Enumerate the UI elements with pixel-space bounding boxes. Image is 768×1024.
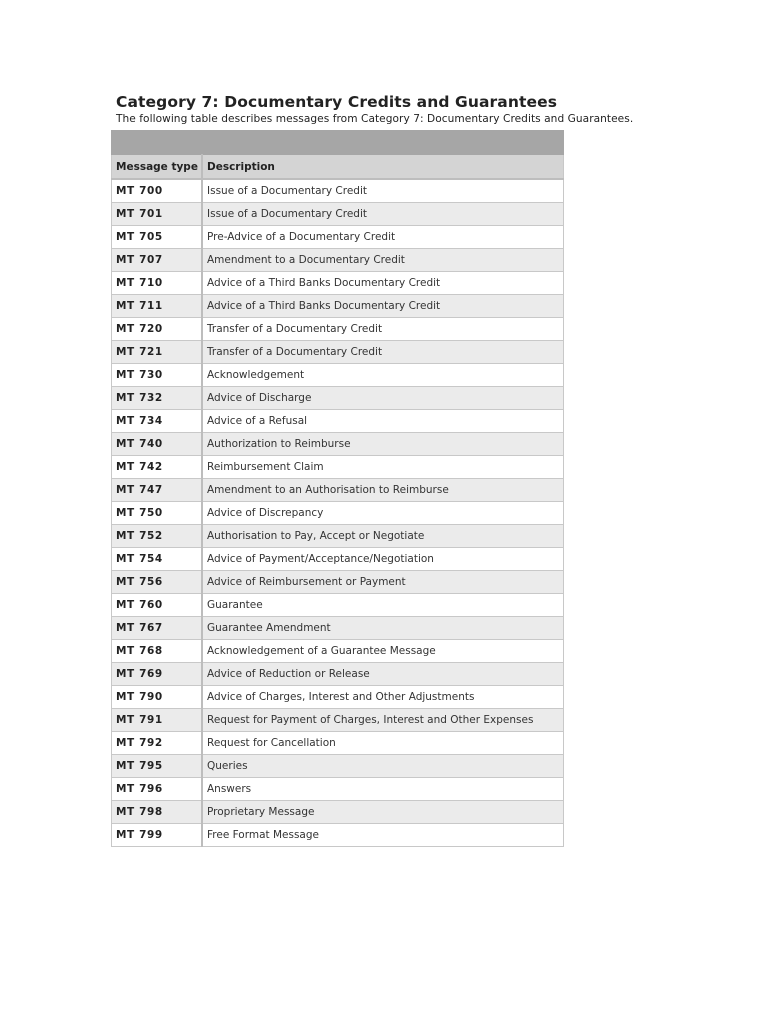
description-cell: Authorisation to Pay, Accept or Negotiate	[202, 525, 564, 548]
description-cell: Guarantee	[202, 594, 564, 617]
table-row	[112, 410, 564, 433]
message-type-cell: MT 752	[112, 525, 203, 548]
message-type-cell: MT 732	[112, 387, 203, 410]
description-cell: Advice of Reduction or Release	[202, 663, 564, 686]
table-row	[112, 502, 564, 525]
table-row	[112, 364, 564, 387]
table-row	[112, 801, 564, 824]
table-row	[112, 640, 564, 663]
table-row	[112, 272, 564, 295]
message-type-cell: MT 767	[112, 617, 203, 640]
description-cell: Advice of Discrepancy	[202, 502, 564, 525]
table-row	[112, 318, 564, 341]
intro-text: The following table describes messages from Category 7: Documentary Credits and Guarantees.	[116, 113, 634, 125]
description-cell: Request for Cancellation	[202, 732, 564, 755]
table-row	[112, 709, 564, 732]
description-cell: Amendment to a Documentary Credit	[202, 249, 564, 272]
table-row	[112, 617, 564, 640]
message-type-cell: MT 792	[112, 732, 203, 755]
table-row	[112, 525, 564, 548]
message-type-cell: MT 791	[112, 709, 203, 732]
page-title: Category 7: Documentary Credits and Guarantees	[116, 93, 558, 111]
description-cell: Transfer of a Documentary Credit	[202, 318, 564, 341]
message-table	[111, 130, 564, 847]
table-row	[112, 295, 564, 318]
description-cell: Transfer of a Documentary Credit	[202, 341, 564, 364]
table-row	[112, 571, 564, 594]
message-type-cell: MT 720	[112, 318, 203, 341]
message-type-cell: MT 705	[112, 226, 203, 249]
document-header	[116, 92, 633, 127]
table-row	[112, 594, 564, 617]
description-cell: Advice of Payment/Acceptance/Negotiation	[202, 548, 564, 571]
table-row	[112, 341, 564, 364]
message-type-cell: MT 798	[112, 801, 203, 824]
message-type-cell: MT 700	[112, 179, 203, 203]
description-cell: Acknowledgement	[202, 364, 564, 387]
table-row	[112, 755, 564, 778]
table-row	[112, 433, 564, 456]
table-row	[112, 548, 564, 571]
message-type-cell: MT 721	[112, 341, 203, 364]
description-cell: Answers	[202, 778, 564, 801]
table-row	[112, 732, 564, 755]
table-row	[112, 824, 564, 847]
message-type-cell: MT 740	[112, 433, 203, 456]
table-row	[112, 179, 564, 203]
message-type-cell: MT 790	[112, 686, 203, 709]
description-cell: Advice of a Third Banks Documentary Credit	[202, 272, 564, 295]
table-title-bar-cell	[112, 131, 564, 155]
column-header-description: Description	[202, 155, 564, 180]
description-cell: Pre-Advice of a Documentary Credit	[202, 226, 564, 249]
table-row	[112, 226, 564, 249]
message-type-cell: MT 754	[112, 548, 203, 571]
table-row	[112, 479, 564, 502]
message-type-cell: MT 742	[112, 456, 203, 479]
description-cell: Advice of Charges, Interest and Other Adjustments	[202, 686, 564, 709]
description-cell: Amendment to an Authorisation to Reimburse	[202, 479, 564, 502]
description-cell: Authorization to Reimburse	[202, 433, 564, 456]
message-type-cell: MT 795	[112, 755, 203, 778]
table-row	[112, 387, 564, 410]
description-cell: Request for Payment of Charges, Interest and Other Expenses	[202, 709, 564, 732]
message-type-cell: MT 711	[112, 295, 203, 318]
message-type-cell: MT 796	[112, 778, 203, 801]
description-cell: Guarantee Amendment	[202, 617, 564, 640]
table-row	[112, 249, 564, 272]
table-row	[112, 456, 564, 479]
table-row	[112, 778, 564, 801]
message-type-cell: MT 734	[112, 410, 203, 433]
description-cell: Proprietary Message	[202, 801, 564, 824]
table-row	[112, 203, 564, 226]
description-cell: Advice of Discharge	[202, 387, 564, 410]
description-cell: Issue of a Documentary Credit	[202, 179, 564, 203]
table-body	[112, 179, 564, 847]
message-type-cell: MT 707	[112, 249, 203, 272]
message-type-cell: MT 769	[112, 663, 203, 686]
message-type-cell: MT 756	[112, 571, 203, 594]
message-type-cell: MT 768	[112, 640, 203, 663]
table-row	[112, 686, 564, 709]
table-title-bar	[112, 131, 564, 155]
description-cell: Reimbursement Claim	[202, 456, 564, 479]
message-type-cell: MT 750	[112, 502, 203, 525]
message-type-cell: MT 701	[112, 203, 203, 226]
message-type-cell: MT 710	[112, 272, 203, 295]
description-cell: Advice of Reimbursement or Payment	[202, 571, 564, 594]
description-cell: Free Format Message	[202, 824, 564, 847]
message-type-cell: MT 730	[112, 364, 203, 387]
table-header-row	[112, 155, 564, 180]
message-type-cell: MT 799	[112, 824, 203, 847]
message-type-cell: MT 760	[112, 594, 203, 617]
description-cell: Advice of a Third Banks Documentary Credit	[202, 295, 564, 318]
message-type-cell: MT 747	[112, 479, 203, 502]
description-cell: Advice of a Refusal	[202, 410, 564, 433]
description-cell: Queries	[202, 755, 564, 778]
column-header-message-type: Message type	[112, 155, 203, 180]
table-row	[112, 663, 564, 686]
description-cell: Acknowledgement of a Guarantee Message	[202, 640, 564, 663]
description-cell: Issue of a Documentary Credit	[202, 203, 564, 226]
